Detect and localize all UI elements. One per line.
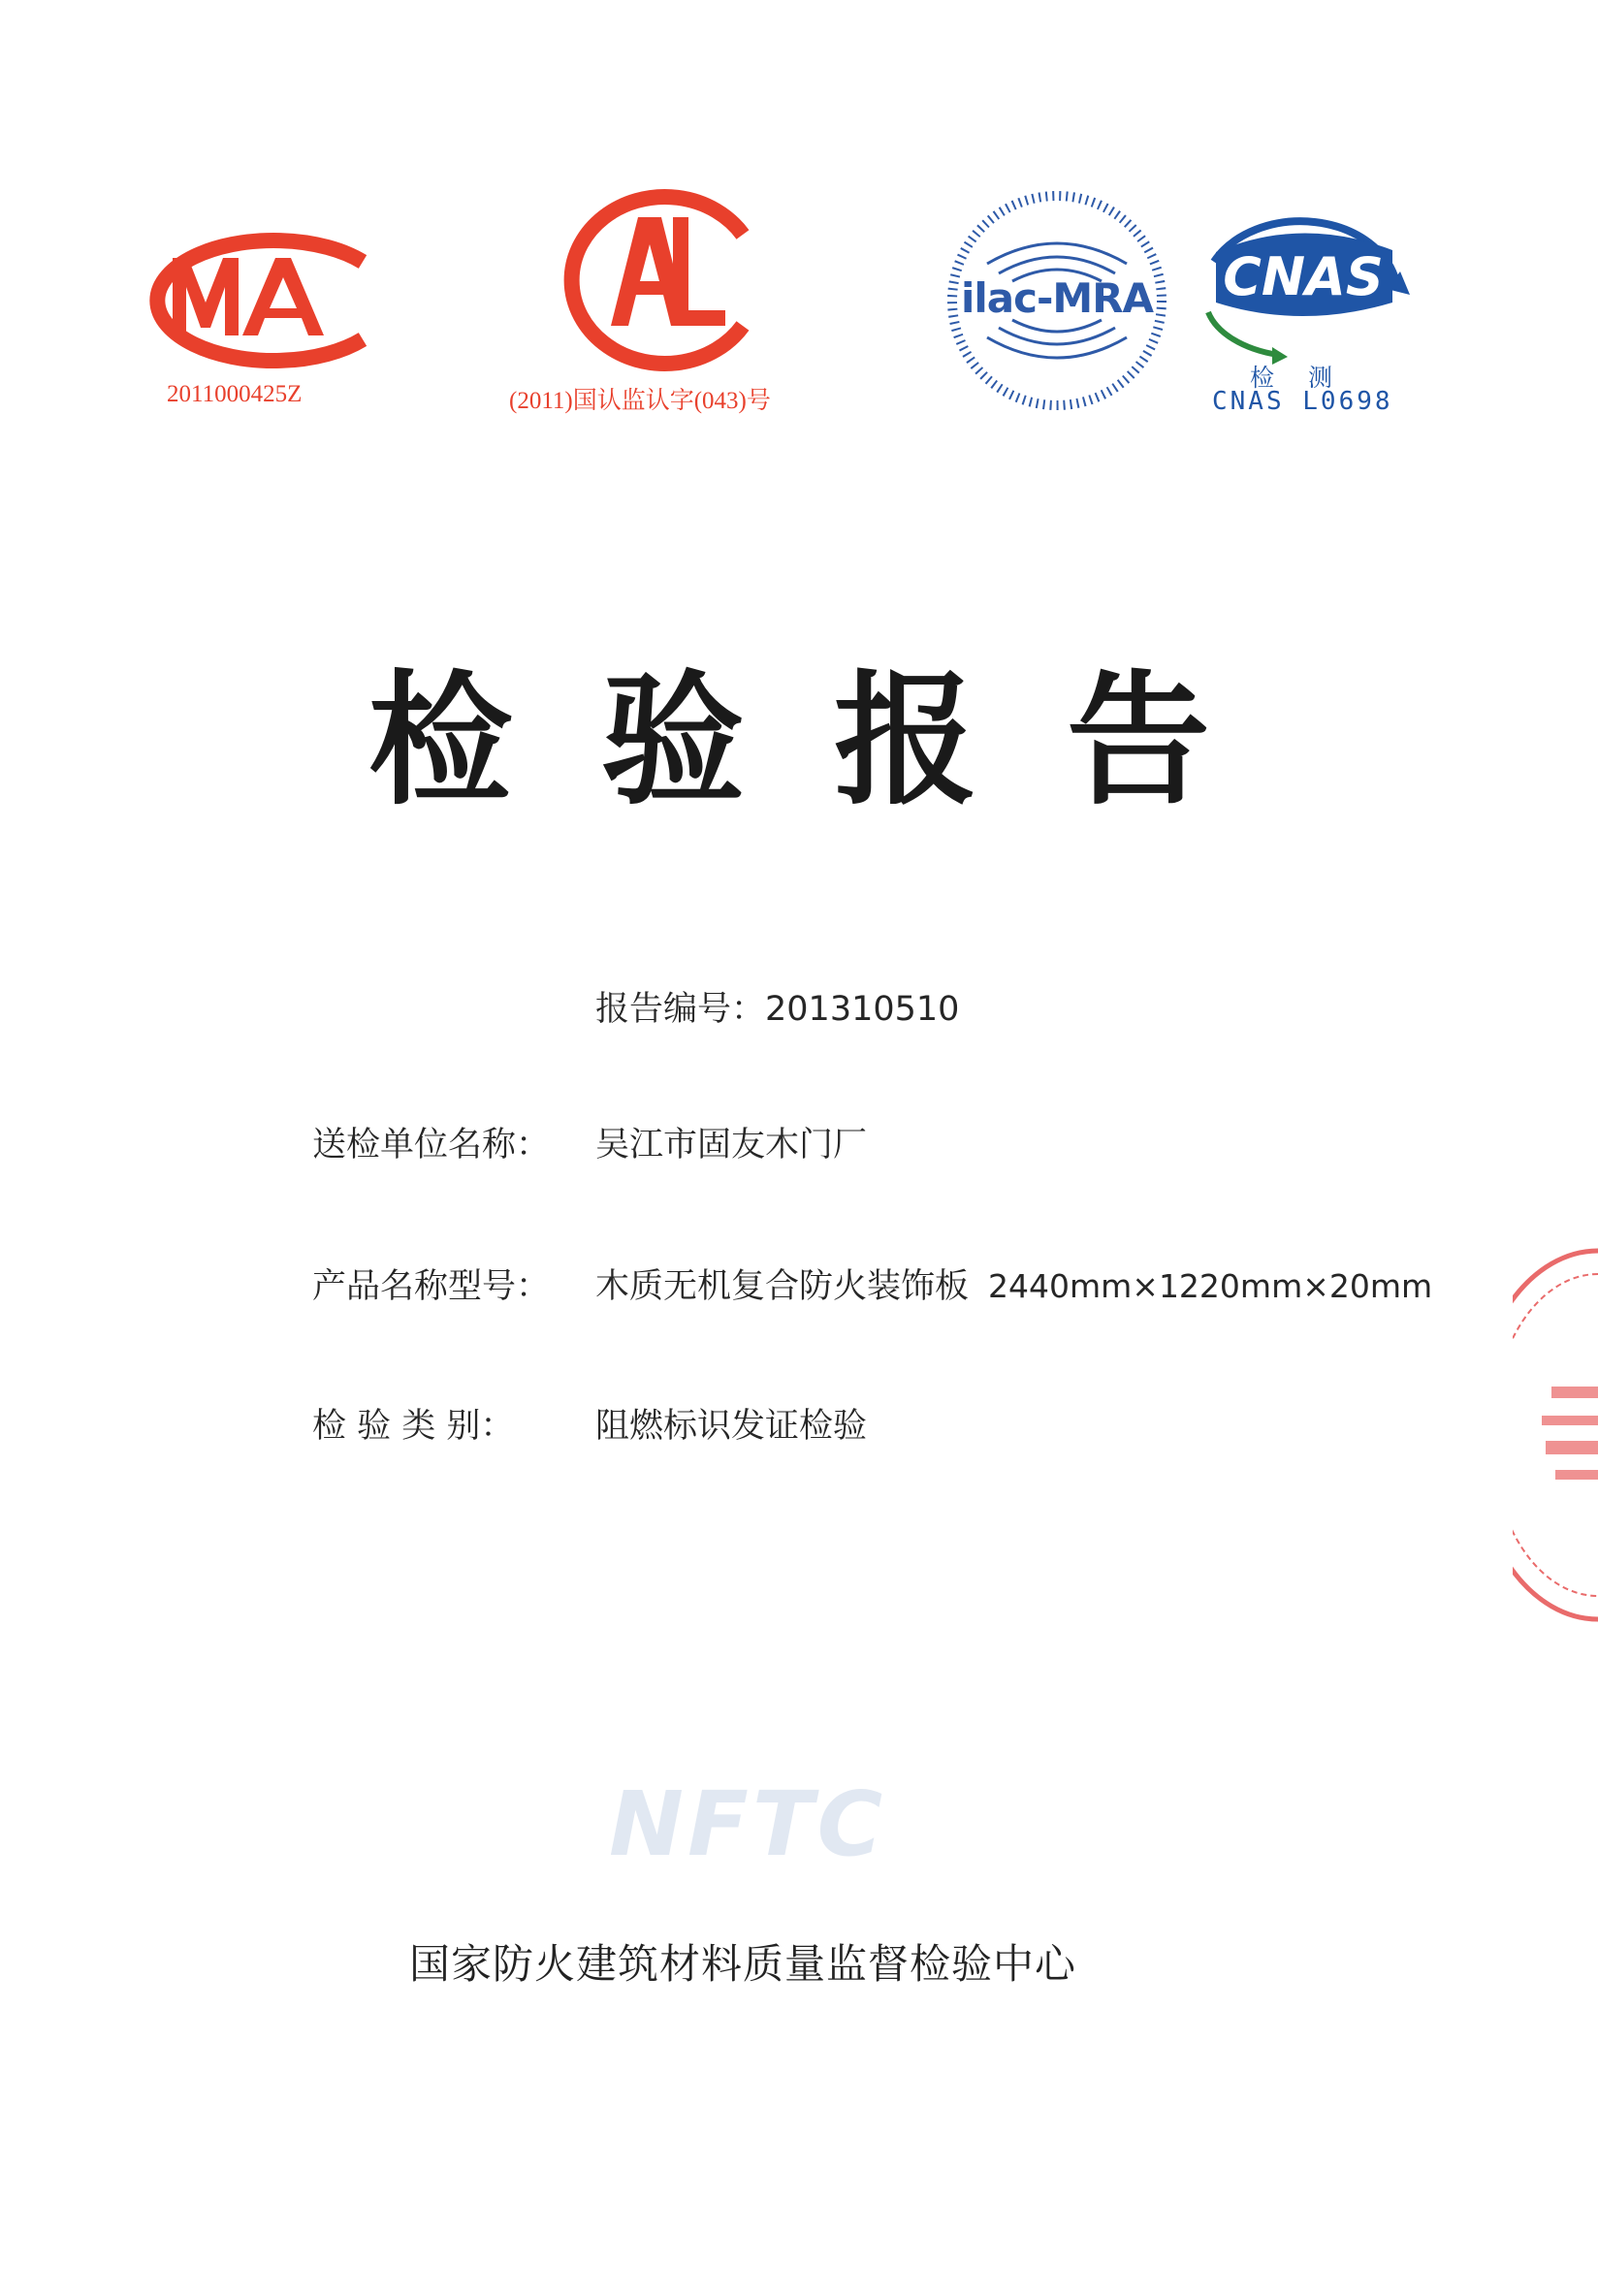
cal-mark-icon bbox=[543, 190, 776, 370]
page-title: 检验报告 bbox=[368, 657, 1299, 824]
nftc-watermark: NFTC bbox=[609, 1772, 887, 1876]
ilac-mra-mark-icon bbox=[941, 184, 1173, 417]
product-label: 产品名称型号： bbox=[312, 1267, 551, 1306]
cma-mark-icon bbox=[124, 219, 386, 374]
sender-row bbox=[312, 1125, 868, 1165]
organization-name: 国家防火建筑材料质量监督检验中心 bbox=[409, 1940, 1077, 1988]
product-value-group bbox=[595, 1266, 1432, 1307]
category-value: 阻燃标识发证检验 bbox=[595, 1407, 868, 1446]
category-label: 检 验 类 别： bbox=[312, 1407, 515, 1446]
cma-number: 2011000425Z bbox=[167, 381, 303, 407]
report-number-row bbox=[595, 989, 959, 1030]
product-value: 木质无机复合防火装饰板 bbox=[595, 1267, 970, 1306]
product-dimensions: 2440mm×1220mm×20mm bbox=[988, 1267, 1433, 1305]
cnas-registration-number: CNAS L0698 bbox=[1212, 387, 1393, 416]
report-number-label: 报告编号： bbox=[595, 990, 766, 1029]
seal-stamp-icon bbox=[1513, 1241, 1598, 1629]
report-number-value: 201310510 bbox=[765, 990, 960, 1029]
sender-value: 吴江市固友木门厂 bbox=[595, 1126, 868, 1164]
category-row bbox=[312, 1406, 868, 1447]
cal-number: (2011)国认监认字(043)号 bbox=[509, 388, 771, 414]
product-row bbox=[312, 1266, 1433, 1307]
ilac-mra-text: ilac-MRA bbox=[960, 274, 1154, 322]
cnas-category-label: 检 测 bbox=[1250, 364, 1343, 392]
sender-label: 送检单位名称： bbox=[312, 1126, 551, 1164]
cnas-logo-text: CNAS bbox=[1223, 246, 1384, 307]
